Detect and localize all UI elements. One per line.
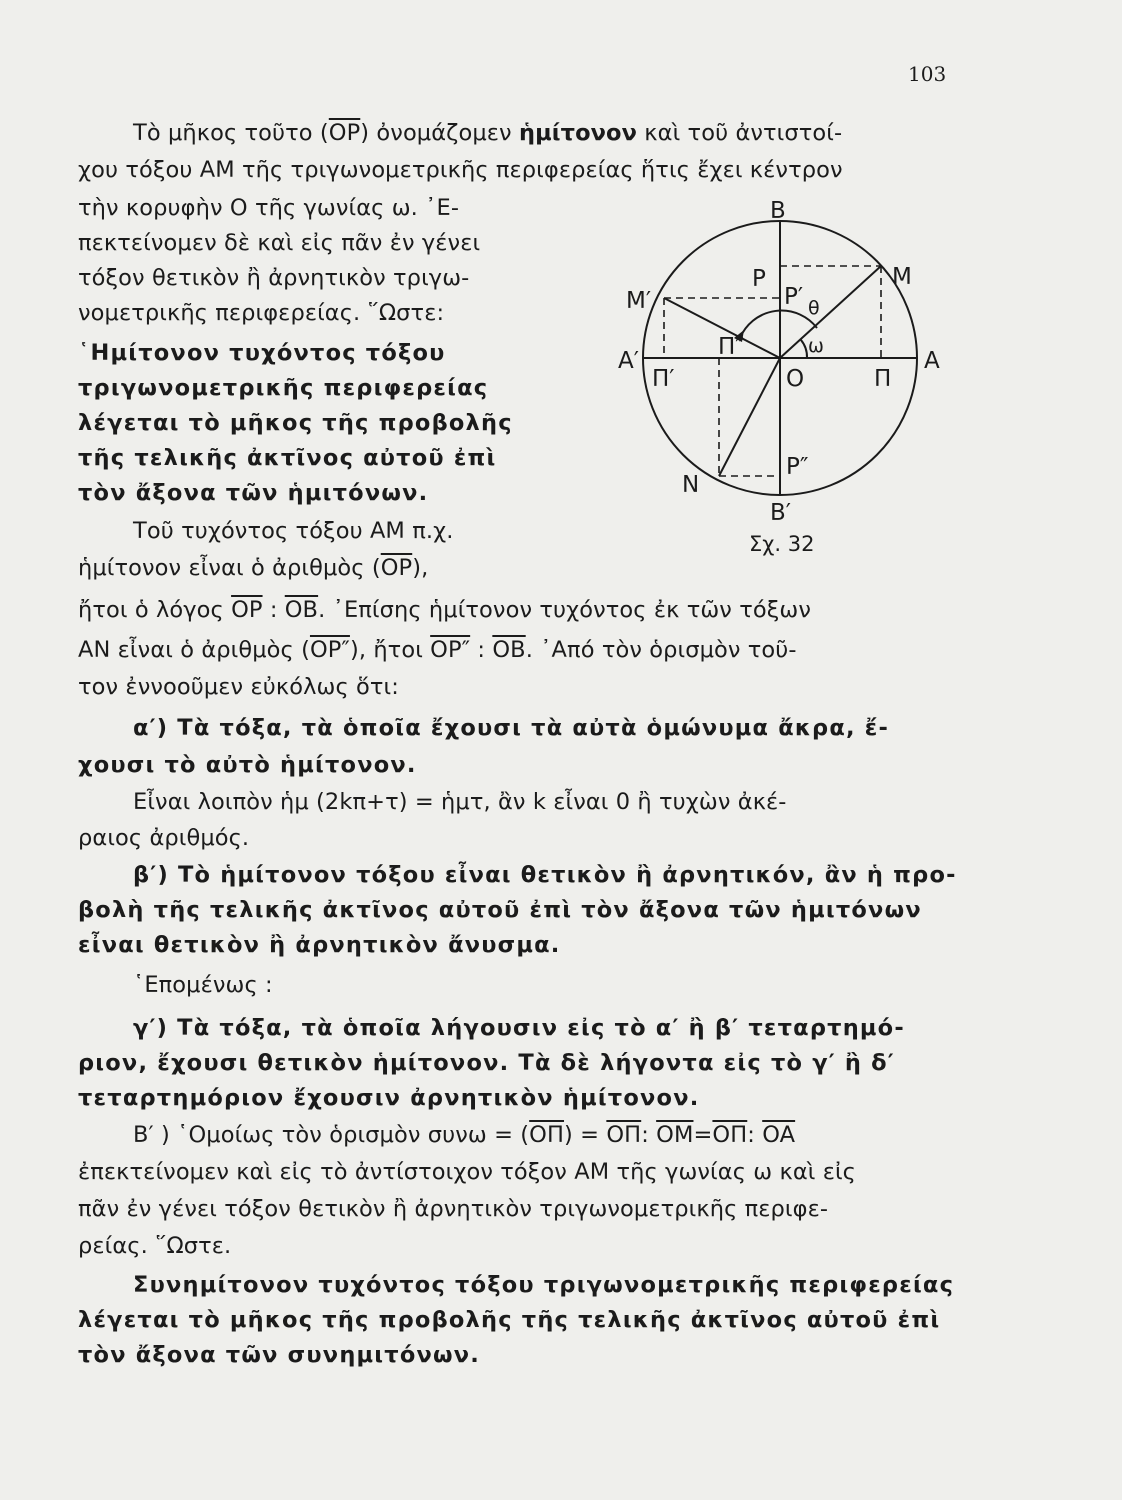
text-line: τὴν κορυφὴν Ο τῆς γωνίας ω. ᾿Ε- <box>78 195 460 221</box>
definition-cosine: λέγεται τὸ μῆκος τῆς προβολῆς τῆς τελικῆς ἀκτῖνος αὐτοῦ ἐπὶ <box>78 1307 941 1333</box>
label-P-double: Ρ″ <box>786 454 809 480</box>
overlined-segment: $\overline{OP}$ <box>380 555 413 581</box>
label-omega: ω <box>808 335 824 357</box>
text-line: ραιος ἀριθμός. <box>78 825 250 851</box>
overlined-segment: $\overline{O\Pi}$ <box>529 1122 565 1148</box>
text-line <box>78 1120 1015 1150</box>
text-span: ἤτοι ὁ λόγος <box>78 597 232 623</box>
rule-alpha: χουσι τὸ αὐτὸ ἡμίτονον. <box>78 752 417 778</box>
label-Pi-prime: Π′ <box>652 366 675 392</box>
text-line <box>78 118 1015 148</box>
label-M: Μ <box>892 264 912 290</box>
overlined-segment: $\overline{OB}$ <box>492 637 526 663</box>
text-span: : <box>747 1122 763 1148</box>
text-line: νομετρικῆς περιφερείας. ῞Ωστε: <box>78 300 445 326</box>
definition-line: λέγεται τὸ μῆκος τῆς προβολῆς <box>78 410 513 436</box>
label-B: Β <box>770 198 786 224</box>
text-line: πᾶν ἐν γένει τόξον θετικὸν ἢ ἀρνητικὸν τριγωνομετρικῆς περιφε- <box>78 1196 829 1222</box>
text-span: . ᾿Από τὸν ὁρισμὸν τοῦ- <box>525 637 797 663</box>
page-number: 103 <box>908 62 947 86</box>
definition-line: ῾Ημίτονον τυχόντος τόξου <box>78 340 446 366</box>
text-span: ), ἤτοι <box>349 637 431 663</box>
definition-cosine: τὸν ἄξονα τῶν συνημιτόνων. <box>78 1342 481 1368</box>
label-theta: θ <box>808 297 820 319</box>
text-line: χου τόξου ΑΜ τῆς τριγωνομετρικῆς περιφερείας ἥτις ἔχει κέντρον <box>78 157 843 183</box>
text-line: πεκτείνομεν δὲ καὶ εἰς πᾶν ἐν γένει <box>78 230 481 256</box>
label-P-prime: Ρ′ <box>784 284 804 310</box>
text-span: : <box>641 1122 657 1148</box>
text-line <box>78 595 960 625</box>
definition-line: τὸν ἄξονα τῶν ἡμιτόνων. <box>78 480 429 506</box>
unit-circle-diagram <box>612 190 962 560</box>
overlined-segment: OP″ <box>430 637 471 663</box>
definition-line: τριγωνομετρικῆς περιφερείας <box>78 375 489 401</box>
text-line: τον ἐννοοῦμεν εὐκόλως ὅτι: <box>78 674 399 700</box>
text-line: Τοῦ τυχόντος τόξου ΑΜ π.χ. <box>133 518 454 544</box>
text-span: Β′ ) ῾Ομοίως τὸν ὁρισμὸν συνω = ( <box>133 1122 530 1148</box>
rule-beta: εἶναι θετικὸν ἢ ἀρνητικὸν ἄνυσμα. <box>78 932 561 958</box>
figure-caption: Σχ. 32 <box>749 532 815 556</box>
figure-unit-circle <box>612 190 962 560</box>
overlined-segment: $\overline{OP}$ <box>231 597 263 623</box>
text-span: = <box>693 1122 713 1148</box>
label-A: Α <box>924 348 940 374</box>
rule-gamma: τεταρτημόριον ἔχουσιν ἀρνητικὸν ἡμίτονον. <box>78 1085 700 1111</box>
text-line: Εἶναι λοιπὸν ἡμ (2kπ+τ) = ἡμτ, ἂν k εἶναι 0 ἢ τυχὼν ἀκέ- <box>133 789 787 815</box>
overlined-segment: OP″ <box>309 637 350 663</box>
label-Pi-double: Π″ <box>718 334 744 360</box>
bold-term: ἡμίτονον <box>518 120 638 146</box>
label-B-prime: Β′ <box>770 500 792 526</box>
text-line: ρείας. ῞Ωστε. <box>78 1233 232 1259</box>
text-line <box>78 635 960 665</box>
label-M-prime: Μ′ <box>626 288 652 314</box>
overlined-segment: $\overline{O\Pi}$ <box>712 1122 748 1148</box>
text-span: ) = <box>564 1122 607 1148</box>
label-O: Ο <box>786 366 805 392</box>
text-line: ῾Επομένως : <box>133 972 273 998</box>
text-span: Τὸ μῆκος τοῦτο ( <box>133 120 329 146</box>
overlined-segment: $\overline{OA}$ <box>762 1122 796 1148</box>
text-span: ) ὀνομάζομεν <box>360 120 519 146</box>
text-span: ), <box>412 555 429 581</box>
text-line: ἐπεκτείνομεν καὶ εἰς τὸ ἀντίστοιχον τόξον ΑΜ τῆς γωνίας ω καὶ εἰς <box>78 1159 856 1185</box>
text-span: . ᾿Επίσης ἡμίτονον τυχόντος ἐκ τῶν τόξων <box>318 597 811 623</box>
arc-omega <box>801 340 807 358</box>
overlined-segment: $\overline{OP}$ <box>328 120 361 146</box>
label-P: Ρ <box>752 266 766 292</box>
text-span: ἡμίτονον εἶναι ὁ ἀριθμὸς ( <box>78 555 381 581</box>
rule-gamma: γ′) Τὰ τόξα, τὰ ὁποῖα λήγουσιν εἰς τὸ α′ ἢ β′ τεταρτημό- <box>133 1015 905 1041</box>
text-span: : <box>470 637 493 663</box>
radius-ON <box>719 358 780 476</box>
text-line: τόξον θετικὸν ἢ ἀρνητικὸν τριγω- <box>78 265 470 291</box>
definition-cosine: Συνημίτονον τυχόντος τόξου τριγωνομετρικῆς περιφερείας <box>133 1272 955 1298</box>
text-span: : <box>262 597 285 623</box>
definition-line: τῆς τελικῆς ἀκτῖνος αὐτοῦ ἐπὶ <box>78 445 497 471</box>
text-span: ΑΝ εἶναι ὁ ἀριθμὸς ( <box>78 637 310 663</box>
rule-gamma: ριον, ἔχουσι θετικὸν ἡμίτονον. Τὰ δὲ λήγοντα εἰς τὸ γ′ ἢ δ′ <box>78 1050 895 1076</box>
overlined-segment: $\overline{OB}$ <box>284 597 319 623</box>
label-A-prime: Α′ <box>618 348 639 374</box>
overlined-segment: $\overline{OM}$ <box>656 1122 694 1148</box>
rule-beta: β′) Τὸ ἡμίτονον τόξου εἶναι θετικὸν ἢ ἀρνητικόν, ἂν ἡ προ- <box>133 862 957 888</box>
overlined-segment: $\overline{O\Pi}$ <box>606 1122 642 1148</box>
rule-beta: βολὴ τῆς τελικῆς ἀκτῖνος αὐτοῦ ἐπὶ τὸν ἄξονα τῶν ἡμιτόνων <box>78 897 922 923</box>
rule-alpha: α′) Τὰ τόξα, τὰ ὁποῖα ἔχουσι τὰ αὐτὰ ὁμώνυμα ἄκρα, ἔ- <box>133 715 890 741</box>
label-N: Ν <box>682 472 700 498</box>
label-Pi: Π <box>874 366 892 392</box>
text-span: καὶ τοῦ ἀντιστοί- <box>637 120 843 146</box>
